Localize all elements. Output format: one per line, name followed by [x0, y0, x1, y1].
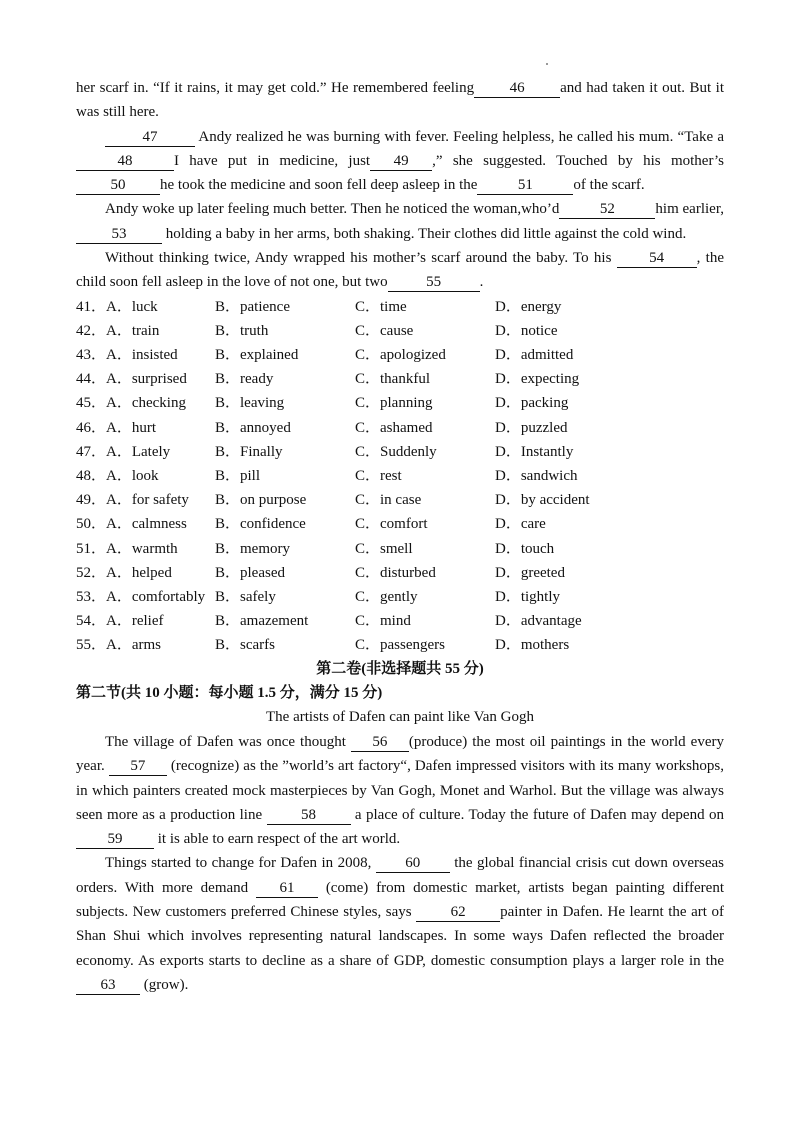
section-heading: 第二节(共 10 小题：每小题 1.5 分，满分 15 分)	[76, 685, 383, 702]
option-d: D．advantage	[495, 613, 582, 630]
grammar-text: a place of culture. Today the future of Dafen may depend on	[350, 806, 724, 823]
option-a: 45．A．checking	[76, 395, 186, 412]
option-c: C．smell	[355, 540, 413, 557]
blank-62: 62	[416, 904, 500, 922]
grammar-text: The village of Dafen was once thought	[105, 733, 351, 750]
option-b: B．pill	[215, 467, 261, 484]
blank-54: 54	[617, 250, 697, 268]
option-b: B．pleased	[215, 564, 285, 581]
option-d: D．care	[495, 516, 546, 533]
option-row	[76, 440, 724, 464]
option-c: C．apologized	[355, 347, 446, 364]
option-d: D．admitted	[495, 347, 574, 364]
option-row	[76, 633, 724, 657]
option-a: 47．A．Lately	[76, 443, 171, 460]
option-c: C．disturbed	[355, 564, 436, 581]
option-a: 54．A．relief	[76, 613, 164, 630]
option-d: D．expecting	[495, 371, 580, 388]
cloze-text: he took the medicine and soon fell deep asleep in the	[160, 177, 478, 194]
grammar-paragraph-1	[76, 730, 724, 851]
option-row	[76, 416, 724, 440]
cloze-text: ,” she suggested. Touched by his mother’s	[432, 152, 725, 169]
option-a: 43．A．insisted	[76, 347, 178, 364]
option-a: 42．A．train	[76, 322, 160, 339]
blank-61: 61	[256, 880, 318, 898]
grammar-text: painter in Dafen. He learnt the art of Shan Shui which involves representing natural landscapes. In some ways Dafen reflected the broader economy. As exports starts to decline as a share of GDP, domestic consumption plays a larger role in the	[76, 904, 725, 969]
blank-56: 56	[351, 734, 409, 752]
option-b: B．patience	[215, 298, 290, 315]
blank-50: 50	[76, 177, 160, 195]
option-c: C．mind	[355, 613, 411, 630]
cloze-text: , the child soon fell asleep in the love of not one, but two	[76, 250, 724, 291]
option-b: B．safely	[215, 588, 276, 605]
option-a: 52．A．helped	[76, 564, 172, 581]
option-row	[76, 319, 724, 343]
option-d: D．by accident	[495, 492, 590, 509]
option-d: D．mothers	[495, 637, 570, 654]
option-row	[76, 464, 724, 488]
option-d: D．puzzled	[495, 419, 568, 436]
option-a: 41．A．luck	[76, 298, 158, 315]
option-a: 46．A．hurt	[76, 419, 156, 436]
option-b: B．confidence	[215, 516, 306, 533]
option-d: D．Instantly	[495, 443, 574, 460]
option-row	[76, 512, 724, 536]
passage-title: The artists of Dafen can paint like Van Gogh	[266, 709, 534, 726]
blank-63: 63	[76, 977, 140, 995]
options-list	[76, 295, 724, 658]
option-c: C．Suddenly	[355, 443, 437, 460]
option-c: C．rest	[355, 467, 402, 484]
option-d: D．energy	[495, 298, 562, 315]
option-row	[76, 367, 724, 391]
exam-page	[76, 76, 724, 997]
cloze-text: .	[479, 274, 484, 291]
blank-60: 60	[376, 855, 450, 873]
blank-55: 55	[388, 274, 480, 292]
blank-48: 48	[76, 153, 174, 171]
blank-51: 51	[477, 177, 573, 195]
option-a: 55．A．arms	[76, 637, 161, 654]
option-d: D．tightly	[495, 588, 561, 605]
cloze-paragraph-4	[76, 246, 724, 295]
grammar-text: (grow).	[140, 976, 189, 993]
blank-57: 57	[109, 758, 167, 776]
grammar-paragraph-2	[76, 851, 724, 997]
option-b: B．Finally	[215, 443, 283, 460]
option-c: C．in case	[355, 492, 422, 509]
option-b: B．amazement	[215, 613, 309, 630]
cloze-paragraph-2	[76, 125, 724, 198]
option-a: 53．A．comfortably	[76, 588, 206, 605]
option-b: B．memory	[215, 540, 290, 557]
option-row	[76, 537, 724, 561]
option-b: B．explained	[215, 347, 299, 364]
option-b: B．annoyed	[215, 419, 291, 436]
cloze-text: Without thinking twice, Andy wrapped his mother’s scarf around the baby. To his	[105, 250, 617, 267]
grammar-text: it is able to earn respect of the art world.	[154, 831, 401, 848]
blank-53: 53	[76, 226, 162, 244]
cloze-text: of the scarf.	[573, 177, 645, 194]
option-c: C．time	[355, 298, 407, 315]
blank-49: 49	[370, 153, 432, 171]
option-b: B．truth	[215, 322, 269, 339]
option-a: 51．A．warmth	[76, 540, 178, 557]
blank-59: 59	[76, 831, 154, 849]
option-a: 44．A．surprised	[76, 371, 187, 388]
grammar-text: (recognize) as the ”world’s art factory“, Dafen impressed visitors with its many workshops, in which painters created mock masterpieces by Van Gogh, Monet and Warhol. But the village was always seen more as a production line	[76, 758, 724, 823]
cloze-text: Andy woke up later feeling much better. Then he noticed the woman,who’d	[105, 201, 560, 218]
cloze-text: I have put in medicine, just	[174, 152, 371, 169]
option-b: B．leaving	[215, 395, 285, 412]
option-row	[76, 609, 724, 633]
option-c: C．passengers	[355, 637, 445, 654]
grammar-text: Things started to change for Dafen in 2008,	[105, 855, 376, 872]
option-d: D．packing	[495, 395, 569, 412]
option-row	[76, 391, 724, 415]
option-d: D．sandwich	[495, 467, 578, 484]
cloze-text: her scarf in. “If it rains, it may get cold.” He remembered feeling	[76, 80, 475, 96]
option-row	[76, 585, 724, 609]
option-a: 50．A．calmness	[76, 516, 187, 533]
option-c: C．comfort	[355, 516, 428, 533]
cloze-text: Andy realized he was burning with fever. Feeling helpless, he called his mum. “Take a	[195, 128, 724, 145]
option-c: C．planning	[355, 395, 433, 412]
cloze-paragraph-3	[76, 197, 724, 246]
option-b: B．scarfs	[215, 637, 275, 654]
cloze-paragraph-1	[76, 76, 724, 125]
blank-58: 58	[267, 807, 351, 825]
cloze-text: and had taken it out. But it was still here.	[76, 80, 724, 121]
blank-52: 52	[559, 201, 655, 219]
option-c: C．thankful	[355, 371, 430, 388]
grammar-text: (produce) the most oil paintings in the world every year.	[76, 733, 724, 775]
blank-47: 47	[105, 129, 195, 147]
option-row	[76, 488, 724, 512]
cloze-text: holding a baby in her arms, both shaking. Their clothes did little against the cold wind.	[162, 225, 687, 242]
option-row	[76, 343, 724, 367]
option-b: B．ready	[215, 371, 274, 388]
option-d: D．touch	[495, 540, 555, 557]
option-b: B．on purpose	[215, 492, 307, 509]
option-a: 48．A．look	[76, 467, 159, 484]
option-d: D．greeted	[495, 564, 565, 581]
option-c: C．gently	[355, 588, 418, 605]
part-two-title: 第二卷(非选择题共 55 分)	[316, 661, 484, 678]
option-a: 49．A．for safety	[76, 492, 189, 509]
option-d: D．notice	[495, 322, 558, 339]
blank-46: 46	[474, 80, 560, 98]
option-c: C．cause	[355, 322, 414, 339]
grammar-text: (come) from domestic market, artists began painting different subjects. New customers preferred Chinese styles, says	[76, 879, 724, 921]
option-row	[76, 295, 724, 319]
cloze-text: him earlier,	[655, 201, 724, 218]
option-row	[76, 561, 724, 585]
stray-mark	[546, 63, 548, 65]
option-c: C．ashamed	[355, 419, 433, 436]
grammar-text: the global financial crisis cut down overseas orders. With more demand	[76, 855, 724, 896]
